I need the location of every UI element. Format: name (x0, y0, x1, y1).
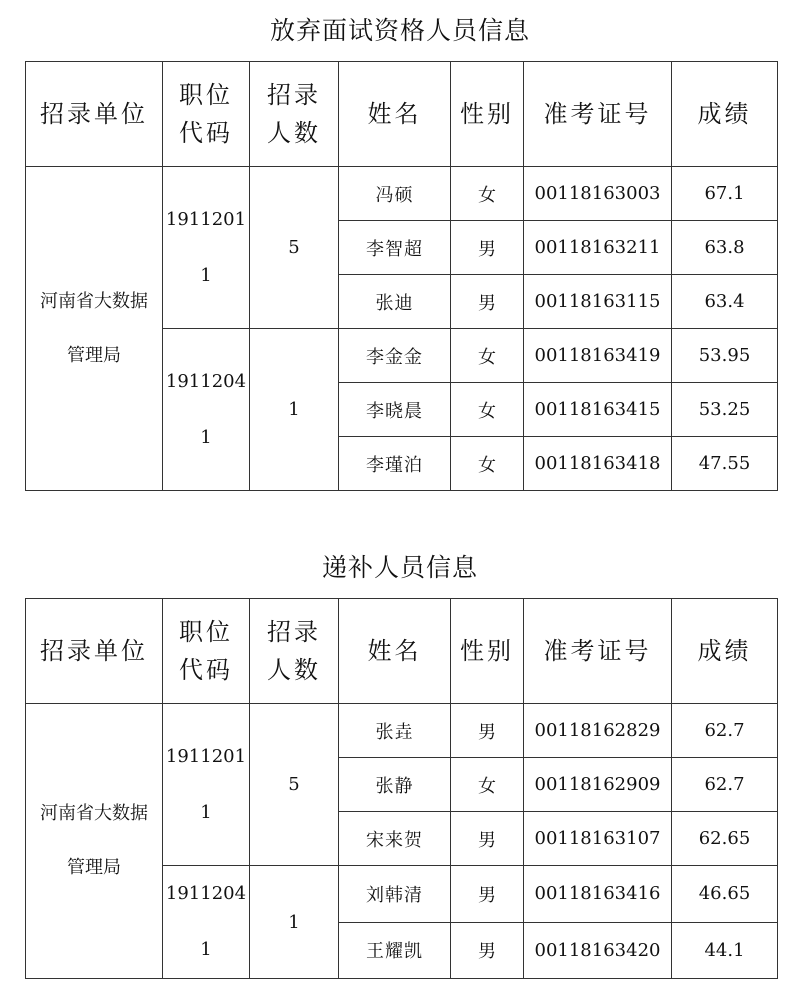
score-cell: 62.65 (672, 812, 778, 866)
position-code-line1: 1911204 (165, 370, 247, 392)
header-position-code (163, 62, 250, 167)
unit-line2: 管理局 (67, 857, 121, 878)
unit-line1: 河南省大数据 (40, 290, 148, 312)
score-cell: 46.65 (672, 866, 778, 923)
table-row (26, 704, 778, 758)
recruit-count-cell: 1 (250, 329, 339, 491)
name-cell: 宋来贺 (339, 812, 451, 866)
header-recruit-count-line2: 人数 (267, 119, 321, 147)
recruit-count-cell: 1 (250, 866, 339, 979)
position-code-line2: 1 (200, 801, 212, 823)
header-position-code-line1: 职位 (179, 81, 233, 109)
header-ticket-number: 准考证号 (524, 62, 672, 167)
ticket-cell: 00118163418 (524, 437, 672, 491)
position-code-cell (163, 866, 250, 979)
ticket-cell: 00118163420 (524, 922, 672, 979)
name-cell: 刘韩清 (339, 866, 451, 923)
position-code-line1: 1911201 (165, 208, 247, 230)
recruit-count-cell: 5 (250, 167, 339, 329)
name-cell: 张静 (339, 758, 451, 812)
score-cell: 53.25 (672, 383, 778, 437)
score-cell: 47.55 (672, 437, 778, 491)
header-position-code-line2: 代码 (179, 119, 233, 147)
header-unit: 招录单位 (26, 62, 163, 167)
gender-cell: 男 (451, 275, 524, 329)
header-gender: 性别 (451, 62, 524, 167)
header-recruit-count (250, 62, 339, 167)
header-ticket-number: 准考证号 (524, 599, 672, 704)
header-recruit-count-line1: 招录 (267, 81, 321, 109)
score-cell: 62.7 (672, 704, 778, 758)
position-code-line2: 1 (200, 939, 212, 960)
table-row (26, 167, 778, 221)
gender-cell: 男 (451, 812, 524, 866)
header-position-code (163, 599, 250, 704)
score-cell: 63.8 (672, 221, 778, 275)
header-recruit-count (250, 599, 339, 704)
score-cell: 53.95 (672, 329, 778, 383)
position-code-cell (163, 704, 250, 866)
unit-line2: 管理局 (67, 344, 121, 366)
withdrawn-candidates-table (25, 61, 778, 491)
ticket-cell: 00118162909 (524, 758, 672, 812)
section-title-withdrawn: 放弃面试资格人员信息 (269, 16, 530, 45)
table-header-row (26, 62, 778, 167)
table-header-row (26, 599, 778, 704)
header-score: 成绩 (672, 62, 778, 167)
name-cell: 李瑾泊 (339, 437, 451, 491)
ticket-cell: 00118163107 (524, 812, 672, 866)
header-gender: 性别 (451, 599, 524, 704)
gender-cell: 男 (451, 922, 524, 979)
ticket-cell: 00118163003 (524, 167, 672, 221)
position-code-cell (163, 167, 250, 329)
header-score: 成绩 (672, 599, 778, 704)
position-code-line2: 1 (200, 264, 212, 286)
position-code-line1: 1911201 (165, 745, 247, 767)
gender-cell: 男 (451, 704, 524, 758)
score-cell: 63.4 (672, 275, 778, 329)
ticket-cell: 00118163115 (524, 275, 672, 329)
ticket-cell: 00118162829 (524, 704, 672, 758)
unit-cell (26, 167, 163, 491)
unit-cell (26, 704, 163, 979)
unit-line1: 河南省大数据 (40, 803, 148, 824)
replacement-candidates-table (25, 598, 778, 979)
gender-cell: 男 (451, 221, 524, 275)
ticket-cell: 00118163415 (524, 383, 672, 437)
recruit-count-cell: 5 (250, 704, 339, 866)
name-cell: 李晓晨 (339, 383, 451, 437)
score-cell: 67.1 (672, 167, 778, 221)
gender-cell: 女 (451, 383, 524, 437)
header-recruit-count-line1: 招录 (267, 618, 321, 646)
name-cell: 张垚 (339, 704, 451, 758)
name-cell: 张迪 (339, 275, 451, 329)
ticket-cell: 00118163211 (524, 221, 672, 275)
gender-cell: 女 (451, 437, 524, 491)
ticket-cell: 00118163416 (524, 866, 672, 923)
header-unit: 招录单位 (26, 599, 163, 704)
position-code-cell (163, 329, 250, 491)
score-cell: 44.1 (672, 922, 778, 979)
gender-cell: 女 (451, 167, 524, 221)
name-cell: 冯硕 (339, 167, 451, 221)
section-title-replacement: 递补人员信息 (321, 553, 478, 582)
header-position-code-line2: 代码 (179, 656, 233, 684)
position-code-line1: 1911204 (165, 883, 247, 904)
header-name: 姓名 (339, 62, 451, 167)
name-cell: 李金金 (339, 329, 451, 383)
name-cell: 李智超 (339, 221, 451, 275)
gender-cell: 女 (451, 329, 524, 383)
gender-cell: 男 (451, 866, 524, 923)
header-position-code-line1: 职位 (179, 618, 233, 646)
ticket-cell: 00118163419 (524, 329, 672, 383)
score-cell: 62.7 (672, 758, 778, 812)
name-cell: 王耀凯 (339, 922, 451, 979)
header-name: 姓名 (339, 599, 451, 704)
gender-cell: 女 (451, 758, 524, 812)
header-recruit-count-line2: 人数 (267, 656, 321, 684)
position-code-line2: 1 (200, 426, 212, 448)
